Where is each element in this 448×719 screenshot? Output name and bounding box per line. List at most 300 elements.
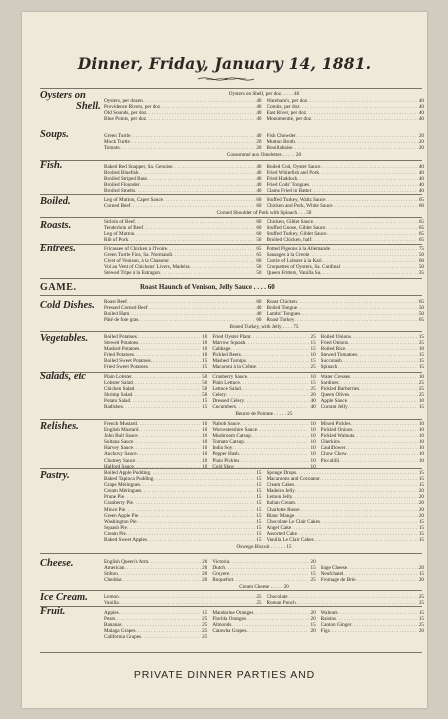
menu-item-price: 15 xyxy=(418,334,424,340)
items-grid xyxy=(104,164,424,194)
section-label: Boiled. xyxy=(40,196,71,207)
menu-item-name: Old Sounds, per doz xyxy=(104,110,147,117)
menu-item-price: 65 xyxy=(256,252,262,259)
menu-item xyxy=(104,634,207,640)
menu-item-price: 10 xyxy=(418,457,424,464)
menu-item-price: 50 xyxy=(418,311,424,318)
menu-item-name: Cauliflower xyxy=(320,445,346,452)
menu-item-price: 10 xyxy=(418,421,424,427)
menu-item-name: Chicken, Giblet Sauce xyxy=(266,219,314,225)
menu-item-price: 50 xyxy=(256,237,262,244)
menu-item-price: 20 xyxy=(418,133,424,139)
menu-item xyxy=(267,203,425,209)
menu-item-price: 15 xyxy=(418,470,424,476)
menu-item-price: 15 xyxy=(418,352,424,359)
menu-item-name: Fried Whitefish and Pork xyxy=(266,170,319,177)
leader-dots xyxy=(311,237,418,243)
menu-item-name: Mashed Turnips xyxy=(212,358,246,365)
menu-item-name: Boiled Sweet Potatoes xyxy=(104,358,151,365)
menu-item-price: 40 xyxy=(418,110,424,117)
menu-item-name: Gherkins xyxy=(320,439,340,446)
menu-item-name: Clams Fried in Batter xyxy=(266,188,312,195)
menu-item-price: 10 xyxy=(310,439,316,446)
menu-item-name: Vanilla Le Clair Cakes xyxy=(266,537,314,544)
menu-item-price: 15 xyxy=(256,524,262,531)
menu-item-name: Halford Sauce xyxy=(104,463,134,470)
menu-item-price: 20 xyxy=(310,628,316,635)
divider xyxy=(40,160,422,161)
menu-item-price: 50 xyxy=(202,386,208,393)
menu-item-name: California Grapes xyxy=(104,634,142,641)
menu-item-price: 50 xyxy=(256,264,262,271)
menu-sheet xyxy=(22,12,427,708)
leader-dots xyxy=(321,270,418,276)
menu-item-price: 25 xyxy=(418,386,424,393)
menu-item-price: 15 xyxy=(310,380,316,387)
divider xyxy=(40,331,422,332)
menu-item-name: Boiled Ham xyxy=(104,311,130,318)
menu-item-name: Broiled Smelts xyxy=(104,188,135,195)
menu-item-price: 65 xyxy=(418,299,424,305)
menu-item-name: Shrimp Salad xyxy=(104,392,133,399)
menu-item-price: 15 xyxy=(310,571,316,578)
menu-item-name: Plain Lettuce xyxy=(212,380,240,387)
menu-item xyxy=(267,116,425,122)
menu-item-price: 50 xyxy=(202,392,208,399)
menu-item-price: 40 xyxy=(418,104,424,111)
menu-item-name: Vol au Vent of Chickens' Livers, Madeira xyxy=(104,264,190,271)
menu-item-price: 65 xyxy=(418,231,424,238)
menu-item-price: 60 xyxy=(418,258,424,265)
menu-item-name: Stewed Tomatoes xyxy=(320,352,358,359)
menu-item-price: 20 xyxy=(418,500,424,507)
section-label: Shell. xyxy=(76,101,101,112)
menu-item-name: Mashed Potatoes xyxy=(104,346,140,353)
menu-item-name: Queen Fritters, Vanilla Sa. xyxy=(266,270,322,277)
menu-item-price: 60 xyxy=(256,299,262,305)
menu-item-name: Cream Pie xyxy=(104,530,126,537)
items-grid xyxy=(104,98,424,122)
menu-item-name: Anchovy Sauce xyxy=(104,451,137,458)
menu-item-name: Angel Cake xyxy=(266,524,292,531)
divider xyxy=(40,295,422,296)
menu-item-name: Fried Cods' Tongues xyxy=(266,182,310,189)
menu-item-name: Cream Cakes xyxy=(266,482,295,489)
menu-item xyxy=(321,577,424,583)
menu-item-price: 20 xyxy=(418,512,424,519)
menu-item-price: 25 xyxy=(418,392,424,399)
menu-item-name: Stilton xyxy=(104,571,118,578)
menu-item-name: Chocolate Le Clair Cakes xyxy=(266,518,320,525)
section-label: Pastry. xyxy=(40,470,70,481)
menu-item-name: Grape Méringues xyxy=(104,482,141,489)
menu-item-name: Stewed Tripe à la Estragon xyxy=(104,270,160,277)
menu-item-name: Chutney Sauce xyxy=(104,457,136,464)
menu-item-name: Currie of Lobster à la Kari xyxy=(266,258,322,265)
menu-item-name: Chocolate xyxy=(266,594,288,600)
menu-item-price: 40 xyxy=(256,164,262,170)
section-footer-line: Oswego Biscuit . . . . . . 15 xyxy=(236,544,292,550)
menu-item-price: 15 xyxy=(310,565,316,572)
divider xyxy=(40,194,422,195)
menu-item xyxy=(267,270,425,276)
menu-item-name: Malaga Grapes xyxy=(104,628,136,635)
menu-item-price: 15 xyxy=(256,494,262,501)
menu-item-price: 40 xyxy=(256,133,262,139)
divider xyxy=(40,590,422,591)
menu-item-price: 65 xyxy=(418,237,424,244)
menu-item-name: Boiled Apple Pudding xyxy=(104,470,151,476)
menu-item-price: 65 xyxy=(256,246,262,252)
menu-item-name: Pâté de foie gras xyxy=(104,317,139,324)
menu-item-price: 10 xyxy=(418,346,424,353)
menu-item-name: Pepper Hash xyxy=(212,451,239,458)
menu-item-name: Boiled Onions xyxy=(320,334,351,340)
menu-item-name: Cabbage xyxy=(212,346,231,353)
menu-item-name: Apple Sauce xyxy=(320,398,348,405)
menu-item-price: 15 xyxy=(256,488,262,495)
menu-item-price: 25 xyxy=(418,600,424,607)
menu-item-name: Madeira Jelly xyxy=(266,488,295,495)
menu-item-price: 20 xyxy=(310,559,316,565)
menu-item xyxy=(212,577,315,583)
menu-item-price: 15 xyxy=(418,518,424,525)
menu-item-price: 40 xyxy=(418,182,424,189)
divider xyxy=(40,606,422,607)
menu-item-price: 15 xyxy=(418,537,424,544)
menu-item-price: 10 xyxy=(202,334,208,340)
menu-item-name: Baked Tapioca Pudding xyxy=(104,476,154,483)
leader-dots xyxy=(292,145,417,151)
menu-item xyxy=(321,404,424,410)
menu-item-price: 25 xyxy=(310,364,316,371)
items-grid xyxy=(104,299,424,323)
menu-item-price: 10 xyxy=(418,398,424,405)
menu-item xyxy=(321,364,424,370)
footer-line: PRIVATE DINNER PARTIES AND xyxy=(133,669,316,681)
menu-item-name: Chicken and Pork, White Sauce xyxy=(266,203,333,210)
menu-item-name: Almonds xyxy=(212,622,232,629)
leader-dots xyxy=(120,145,256,151)
menu-item-name: Lemon xyxy=(104,594,119,600)
menu-item-name: Lambs' Tongues xyxy=(266,311,301,318)
menu-item-name: Celery xyxy=(212,392,227,399)
menu-item-price: 20 xyxy=(418,506,424,513)
menu-item-name: Neufchatel xyxy=(320,571,344,578)
menu-item-price: 40 xyxy=(418,164,424,170)
menu-item-price: 10 xyxy=(310,457,316,464)
menu-item-name: Rib of Pork xyxy=(104,237,129,244)
menu-item-name: Stewed Potatoes xyxy=(104,340,139,347)
menu-item-price: 20 xyxy=(256,139,262,146)
menu-item-price: 25 xyxy=(256,594,262,600)
menu-item-name: Bananas xyxy=(104,622,122,629)
section-label: Fish. xyxy=(40,160,63,171)
menu-item-name: French Mustard xyxy=(104,421,137,427)
menu-item-price: 20 xyxy=(418,145,424,152)
menu-item-price: 40 xyxy=(418,176,424,183)
menu-item-name: Lettuce Salad xyxy=(212,386,241,393)
menu-item xyxy=(267,145,425,151)
divider xyxy=(40,419,422,420)
menu-item-price: 40 xyxy=(256,98,262,104)
menu-item-name: Succotash xyxy=(320,358,342,365)
menu-item-name: Apples xyxy=(104,610,119,616)
menu-item-name: Monumentie, per doz xyxy=(266,116,312,123)
menu-item-name: Potted Pigeons à la Allemande xyxy=(266,246,330,252)
items-grid xyxy=(104,334,424,371)
menu-item-name: Water Cresses xyxy=(320,374,351,380)
menu-item-name: Washington Pie xyxy=(104,518,137,525)
menu-item-name: East River, per doz xyxy=(266,110,307,117)
menu-item xyxy=(267,537,425,543)
menu-item-name: Chicken Salad xyxy=(104,386,135,393)
section-label: Salads, etc xyxy=(40,371,87,382)
menu-item-price: 20 xyxy=(418,494,424,501)
menu-item-price: 15 xyxy=(256,518,262,525)
section-label: Oysters on xyxy=(40,90,86,101)
menu-item-name: Mushroom Catsup xyxy=(212,433,251,440)
menu-item-price: 20 xyxy=(418,577,424,584)
menu-item-price: 25 xyxy=(418,340,424,347)
menu-item-price: 15 xyxy=(202,398,208,405)
menu-item-price: 20 xyxy=(202,577,208,584)
menu-item-name: Mince Pie xyxy=(104,506,126,513)
menu-item-price: 60 xyxy=(256,203,262,210)
menu-item-name: Green Apple Pie xyxy=(104,512,139,519)
menu-item-name: Italian Cream xyxy=(266,500,295,507)
menu-item-name: Canton Ginger xyxy=(320,622,352,629)
section-header-line: Oysters on Shell, per doz. . . . . 40 xyxy=(228,91,300,97)
menu-item-name: Chow Chow xyxy=(320,451,347,458)
section-label: Entrees. xyxy=(40,243,76,254)
items-grid xyxy=(104,246,424,276)
menu-item-name: Boiled Tongue xyxy=(266,305,298,312)
menu-item-name: Roast Chicken xyxy=(266,299,297,305)
menu-item-price: 15 xyxy=(256,482,262,489)
leader-dots xyxy=(128,237,255,243)
menu-item-price: 10 xyxy=(202,421,208,427)
section-footer-line: Boned Turkey, with Jelly . . . . 75 xyxy=(229,324,299,330)
menu-item-name: Blue Points, per doz xyxy=(104,116,147,123)
menu-item-name: Pressed Corned Beef xyxy=(104,305,148,312)
menu-item-price: 50 xyxy=(202,374,208,380)
leader-dots xyxy=(122,577,202,583)
menu-item-name: Catawba Grapes xyxy=(212,628,247,635)
menu-item-name: Roman Punch xyxy=(266,600,296,607)
menu-item-price: 35 xyxy=(418,270,424,277)
menu-item-name: Potato Salad xyxy=(104,398,131,405)
menu-item-price: 65 xyxy=(418,219,424,225)
menu-item-name: Gruyere xyxy=(212,571,230,578)
menu-item-price: 10 xyxy=(310,427,316,434)
menu-item xyxy=(267,237,425,243)
menu-item-price: 60 xyxy=(418,203,424,210)
menu-item-name: Fried Onions xyxy=(320,340,348,347)
menu-item-name: Cranberry Sauce xyxy=(212,374,248,380)
menu-item-name: Bouillabaise xyxy=(266,145,293,152)
section-footer-line: Cream Cheese . . . . . 20 xyxy=(239,584,289,590)
section-label: Roasts. xyxy=(40,220,72,231)
leader-dots xyxy=(348,404,418,410)
items-grid xyxy=(104,421,424,470)
menu-item-name: Fried Sweet Potatoes xyxy=(104,364,148,371)
menu-item-price: 40 xyxy=(256,176,262,183)
menu-item-price: 10 xyxy=(202,346,208,353)
menu-item-name: Lemon Jelly xyxy=(266,494,293,501)
menu-item-price: 60 xyxy=(256,225,262,232)
menu-item-price: 25 xyxy=(202,628,208,635)
menu-item-price: 20 xyxy=(418,488,424,495)
menu-item xyxy=(104,404,207,410)
menu-item-price: 15 xyxy=(310,358,316,365)
menu-item-name: English Mustard xyxy=(104,427,139,434)
menu-item-price: 10 xyxy=(418,433,424,440)
menu-item xyxy=(212,634,315,640)
menu-item-price: 10 xyxy=(202,457,208,464)
leader-dots xyxy=(256,364,310,370)
divider xyxy=(40,372,422,373)
menu-item-price: 25 xyxy=(256,600,262,607)
menu-item-name: Broiled Bluefish xyxy=(104,170,139,177)
menu-item-price: 15 xyxy=(418,524,424,531)
menu-item xyxy=(104,116,262,122)
divider xyxy=(40,217,422,218)
menu-item-price: 25 xyxy=(202,616,208,623)
menu-item-price: 40 xyxy=(256,110,262,117)
menu-item-name: Baked Red Snapper, Sa. Genoise xyxy=(104,164,173,170)
section-label: Fruit. xyxy=(40,606,66,617)
menu-item-name: Broiled Chicken, half xyxy=(266,237,312,244)
menu-item-price: 10 xyxy=(310,463,316,470)
items-grid xyxy=(104,594,424,606)
menu-item-name: Cranberry Pie xyxy=(104,500,133,507)
menu-item xyxy=(212,364,315,370)
menu-item-name: Pickled Walnuts xyxy=(320,433,355,440)
menu-item-price: 60 xyxy=(256,317,262,324)
menu-item-name: Blanc Mange xyxy=(266,512,295,519)
menu-item xyxy=(104,364,207,370)
menu-item-name: Sage Cheese xyxy=(320,565,348,572)
section-label: Vegetables. xyxy=(40,333,89,344)
menu-item-name: Cold Slaw xyxy=(212,463,235,470)
divider xyxy=(40,468,422,469)
menu-item-price: 20 xyxy=(310,392,316,399)
menu-item-price: 25 xyxy=(202,622,208,629)
menu-item-price: 60 xyxy=(256,197,262,203)
menu-item-price: 10 xyxy=(310,433,316,440)
menu-item-name: Worcestershire Sauce xyxy=(212,427,257,434)
menu-item-name: Raisins xyxy=(320,616,336,623)
menu-item xyxy=(104,577,207,583)
menu-item-name: Mixed Pickles xyxy=(320,421,351,427)
menu-item-name: Stuffed Turkey, Giblet Sauce xyxy=(266,231,327,238)
menu-item-price: 15 xyxy=(202,358,208,365)
menu-item-price: 50 xyxy=(256,270,262,277)
menu-item-name: Wareham's, per doz xyxy=(266,98,308,104)
menu-item-name: Oysters, per dozen xyxy=(104,98,143,104)
menu-item-name: Currant Jelly xyxy=(320,404,348,411)
menu-item-name: Leg of Mutton xyxy=(104,231,135,238)
menu-item-name: Macaroni à la Crême xyxy=(212,364,256,371)
section-footer-line: Beurre de Pomme . . . . . 25 xyxy=(235,411,293,417)
menu-item-name: Boiled Cod, Oyster Sauce xyxy=(266,164,321,170)
ornament-icon xyxy=(196,75,256,83)
menu-item-name: Roast Turkey xyxy=(266,317,295,324)
leader-dots xyxy=(148,364,201,370)
menu-item-price: 15 xyxy=(418,530,424,537)
menu-item-name: Charlotte Russe xyxy=(266,506,300,513)
menu-item-name: Broiled Flounder xyxy=(104,182,140,189)
menu-item-name: Piccalilli xyxy=(320,457,340,464)
menu-item-name: Walnuts xyxy=(320,610,338,616)
leader-dots xyxy=(337,364,417,370)
menu-item-price: 15 xyxy=(310,622,316,629)
menu-item-price: 40 xyxy=(418,188,424,195)
menu-item-price: 15 xyxy=(418,616,424,623)
menu-item-name: Pickled Barberries xyxy=(320,386,360,393)
menu-item-name: Fried Potatoes xyxy=(104,352,134,359)
menu-item-name: Stuffed Goose, Giblet Sauce xyxy=(266,225,326,232)
menu-item-price: 10 xyxy=(310,451,316,458)
menu-item-name: Mutton Broth xyxy=(266,139,295,146)
menu-item-price: 10 xyxy=(418,451,424,458)
menu-item-price: 10 xyxy=(310,374,316,380)
menu-item-name: Tomato Catsup xyxy=(212,439,244,446)
menu-item-price: 25 xyxy=(310,577,316,584)
menu-item-price: 10 xyxy=(310,352,316,359)
menu-item-price: 15 xyxy=(310,346,316,353)
menu-item-name: Queen Olives xyxy=(320,392,350,399)
menu-item-price: 25 xyxy=(202,634,208,641)
menu-item-name: Plain Lobster xyxy=(104,374,132,380)
menu-item-name: John Bull Sauce xyxy=(104,433,138,440)
game-line: Roast Haunch of Venison, Jelly Sauce . . . . 60 xyxy=(140,283,275,291)
menu-item-price: 40 xyxy=(256,182,262,189)
menu-item xyxy=(104,145,262,151)
menu-item-name: Assorted Cake xyxy=(266,530,297,537)
menu-item-price: 40 xyxy=(256,116,262,123)
menu-item-name: Squash Pie xyxy=(104,524,127,531)
menu-item-price: 20 xyxy=(310,610,316,616)
menu-item-price: 15 xyxy=(256,500,262,507)
menu-item-name: Green Turtle xyxy=(104,133,131,139)
menu-item-price: 65 xyxy=(418,225,424,232)
menu-item-price: 15 xyxy=(202,610,208,616)
leader-dots xyxy=(311,116,418,122)
leader-dots xyxy=(141,634,201,640)
section-label: GAME. xyxy=(40,282,77,293)
menu-item-name: Fish Chowder xyxy=(266,133,296,139)
menu-item-price: 60 xyxy=(256,258,262,265)
section-label: Relishes. xyxy=(40,421,79,432)
menu-item-name: India Soy xyxy=(212,445,233,452)
menu-item-price: 75 xyxy=(418,246,424,252)
menu-item-name: Corned Beef xyxy=(104,203,131,210)
menu-item-price: 25 xyxy=(310,334,316,340)
menu-item xyxy=(104,537,262,543)
divider xyxy=(40,88,422,89)
items-grid xyxy=(104,219,424,243)
menu-item-name: Broiled Striped Bass xyxy=(104,176,147,183)
menu-item-price: 40 xyxy=(256,305,262,312)
menu-item-price: 15 xyxy=(202,404,208,411)
menu-item-price: 15 xyxy=(418,482,424,489)
section-label: Cheese. xyxy=(40,558,74,569)
menu-item-name: American xyxy=(104,565,125,572)
leader-dots xyxy=(314,537,418,543)
menu-item-price: 10 xyxy=(202,463,208,470)
